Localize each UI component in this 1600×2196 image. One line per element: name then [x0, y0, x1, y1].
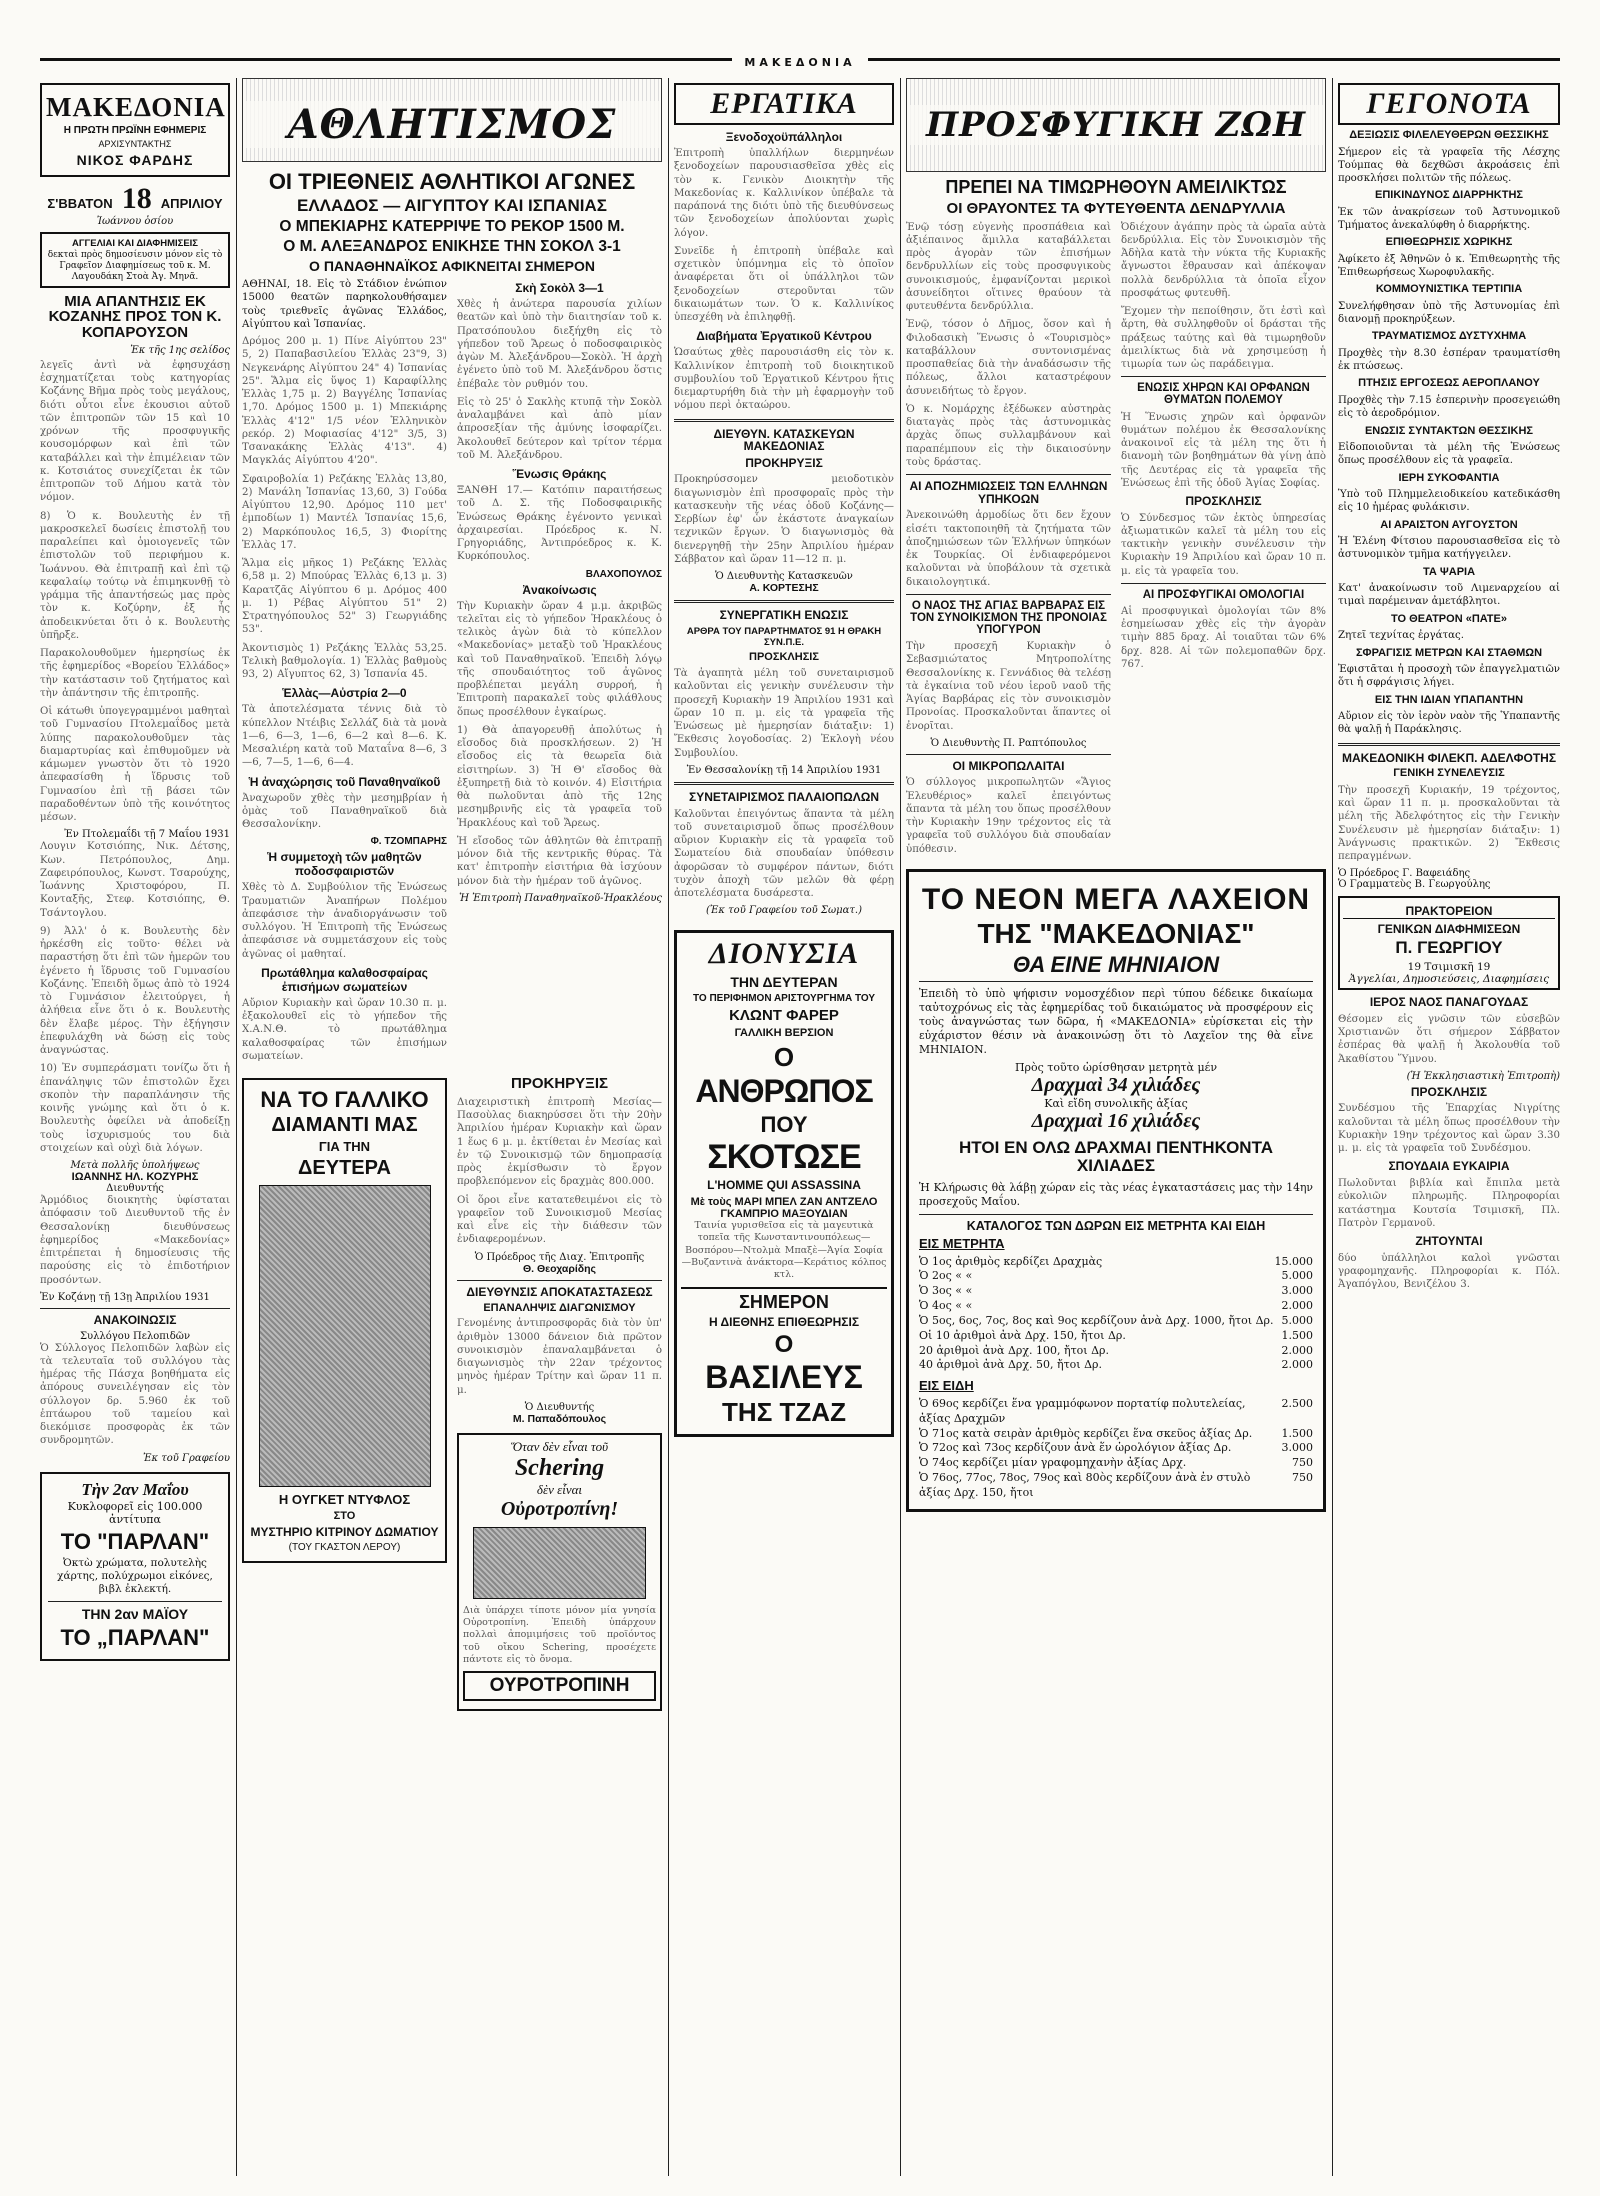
sports-sub-sokol: Σκὴ Σοκὸλ 3—1	[515, 281, 604, 296]
retailers-text: Ὁ σύλλογος μικροπωλητῶν «Ἅγιος Ἐλευθέριος» καλεῖ ἐπειγόντως ἅπαντα τὰ μέλη του ὅπως προσέλθουν τὴν Κυριακὴν 19ην τρέχοντος εἰς τὰ γραφεῖα τοῦ συλλόγου διὰ σπουδαίαν ὑπόθεσιν.	[906, 777, 1111, 855]
dionysia-version: ΓΑΛΛΙΚΗ ΒΕΡΣΙΟΝ	[734, 1027, 834, 1040]
article-text: 9) Ἀλλ' ὁ κ. Βουλευτὴς δὲν ἠρκέσθη εἰς τοῦτο· θέλει νὰ παραστήσῃ ὅτι ἐπὶ τῶν ἡμερῶν του ἐγένετο ἡ ἵδρυσις τοῦ Γυμνασίου Κοζάνης. Ἐπειδὴ ὅμως ἀπὸ τὸ 1924 τὸ Γυμνάσιον ἐλειτούργει, ἡ ἀλήθεια εἶνε ὅτι ὁ κ. Βουλευτὴς δὲν ἔλαβε μέρος. Τὴν ἐξήγησιν ἐπεφυλάχθη νὰ δώσῃ εἰς τοὺς ἀναγνώστας.	[40, 925, 230, 1057]
gallico-footer-3: ΜΥΣΤΗΡΙΟ ΚΙΤΡΙΝΟΥ ΔΩΜΑΤΙΟΥ	[250, 1525, 439, 1540]
opportunity-text: Πωλοῦνται βιβλία καὶ ἔπιπλα μετὰ εὐκολιῶν πληρωμῆς. Πληροφορίαι κατάστημα Κουτσία Τσιμισκῆ, Πλ. Πατρὸν Γερμανοῦ.	[1338, 1178, 1560, 1229]
prize-value: 750	[1292, 1471, 1313, 1485]
refugee-headline-2: ΟΙ ΘΡΑΥΟΝΤΕΣ ΤΑ ΦΥΤΕΥΘΕΝΤΑ ΔΕΝΔΡΥΛΛΙΑ	[946, 199, 1286, 217]
lottery-goods: Δραχμαὶ 16 χιλιάδες	[1031, 1110, 1201, 1132]
article-text: λεγεῖς ἀντὶ νὰ ἐφησυχάσῃ ἐσχηματίζεται τοὺς κατηγορίας Κοζάνης Βῆμα πρὸς τοὺς μεγάλους, διότι οὗτοι εἶνε ἐκουσιοι αὐτοῦ τῶν ἐπιτροπῶν τῶν 15 καὶ 10 χρόνων τῆς προσφυγικῆς κουσομόρφων καὶ ἐπὶ τῶν καταβάλλει καὶ τὴν ἐπιμέλειαν τῶν κ. Κοτσιάτος συνεχίζεται ἐκ τῶν ἐπιτροπῶν τοῦ Δήμου κατὰ τὸν νόμον.	[40, 359, 230, 504]
antique-dealers-signature: (Ἐκ τοῦ Γραφείου τοῦ Σωματ.)	[705, 905, 862, 917]
results-text: Αὔριον Κυριακὴν καὶ ὥραν 10.30 π. μ. ἐξακολουθεῖ εἰς τὸ γήπεδον τῆς Χ.Α.Ν.Θ. τὸ πρωτάθλημα καλαθοσφαίρας τῶν ἐπισήμων σωματείων.	[242, 997, 447, 1062]
dionysia-line-2: ΤΟ ΠΕΡΙΦΗΜΟΝ ΑΡΙΣΤΟΥΡΓΗΜΑ ΤΟΥ	[692, 992, 876, 1004]
lottery-price-intro: Πρὸς τοῦτο ὡρίσθησαν μετρητὰ μέν	[1014, 1061, 1218, 1074]
construction-title: ΔΙΕΥΘΥΝ. ΚΑΤΑΣΚΕΥΩΝ ΜΑΚΕΔΟΝΙΑΣ	[713, 426, 855, 454]
parlan-name: ΤΟ "ΠΑΡΛΑΝ"	[60, 1528, 210, 1554]
match-text: Τὴν Κυριακὴν ὥραν 4 μ.μ. ἀκριβῶς τελεῖται εἰς τὸ γήπεδον Ἡρακλέους ὁ τελικὸς ἀγὼν διὰ τὸ κύπελλον «Μακεδονίας» μεταξὺ τοῦ Ἡρακλέους καὶ τοῦ Παναθηναϊκοῦ. Ἐπειδὴ λόγῳ τῆς σπουδαιότητος τοῦ ἀγῶνος προβλέπεται μεγάλη συρροή, ἡ Ἐπιτροπὴ παρακαλεῖ τοὺς φιλάθλους ὅπως προσέλθουν ἐγκαίρως.	[457, 600, 662, 718]
refugee-text: Ὁ κ. Νομάρχης ἐξέδωκεν αὐστηρὰς διαταγὰς πρὸς τὰς ἀστυνομικὰς ἀρχὰς ὅπως συλλαμβάνουν καὶ παραπέμπουν εἰς τὴν δικαιοσύνην τοὺς δράστας.	[906, 403, 1111, 468]
brotherhood-title: ΜΑΚΕΔΟΝΙΚΗ ΦΙΛΕΚΠ. ΑΔΕΛΦΟΤΗΣ	[1341, 750, 1557, 765]
labour-text: Ὡσαύτως χθὲς παρουσιάσθη εἰς τὸν κ. Καλλινίκον ἐπιτροπὴ τοῦ διοικητικοῦ συμβουλίου τοῦ Ἐργατικοῦ Κέντρου ἥτις διεμαρτυρήθη διὰ τὴν μὴ ἐφαρμογὴν τοῦ νόμου περὶ ὀκταώρου.	[674, 347, 894, 412]
divider	[674, 600, 894, 603]
column-rule	[1332, 78, 1333, 2176]
cooperative-title: ΣΥΝΕΡΓΑΤΙΚΗ ΕΝΩΣΙΣ	[719, 608, 849, 623]
prize-label: Οἱ 10 ἀριθμοὶ ἀνὰ Δρχ. 150, ἤτοι Δρ.	[919, 1328, 1126, 1342]
prize-row	[919, 1427, 1313, 1442]
prize-row	[919, 1284, 1313, 1299]
news-item-title: ΣΦΡΑΓΙΣΙΣ ΜΕΤΡΩΝ ΚΑΙ ΣΤΑΘΜΩΝ	[1355, 646, 1543, 659]
film-title-1: Ο	[773, 1041, 795, 1072]
labour-text: Συνεῖδε ἡ ἐπιτροπὴ ὑπέβαλε καὶ σχετικὸν ὑπόμνημα εἰς τὸ ὁποῖον ἀναφέρεται ὅτι οἱ ὑπάλληλοι τῶν ξενοδοχείων στεροῦνται τῶν δικαιωμάτων των. Ὁ κ. Καλλινίκος ὑπεσχέθη νὰ ἐπιληφθῇ.	[674, 245, 894, 323]
refugee-text: Ἐνῷ, τόσον ὁ Δῆμος, ὅσον καὶ ἡ Φιλοδασικὴ Ἕνωσις ὁ «Τουρισμὸς» καταβάλλουν συντονισμένας προσπαθείας διὰ τὴν ἀναδάσωσιν τῆς πόλεως, ἄλλοι καταστρέφουν ἀσυνειδήτως τὸ ἔργον.	[906, 319, 1111, 397]
news-item-text: Προχθὲς τὴν 8.30 ἑσπέραν τραυματίσθη ἐκ πτώσεως.	[1338, 347, 1564, 373]
refugee-col-b	[1121, 221, 1326, 861]
news-item-title: ΕΠΙΘΕΩΡΗΣΙΣ ΧΩΡΙΚΗΣ	[1385, 236, 1513, 249]
news-item-title: ΤΡΑΥΜΑΤΙΣΜΟΣ ΔΥΣΤΥΧΗΜΑ	[1371, 330, 1527, 343]
news-item-title: ΕΙΣ ΤΗΝ ΙΔΙΑΝ ΥΠΑΠΑΝΤΗΝ	[1374, 693, 1524, 706]
antique-dealers-title: ΣΥΝΕΤΑΙΡΙΣΜΟΣ ΠΑΛΑΙΟΠΩΛΩΝ	[689, 789, 879, 804]
sports-lower	[242, 1072, 662, 1717]
news-item-text: Εἰδοποιοῦνται τὰ μέλη τῆς Ἑνώσεως ὅπως προσέλθουν εἰς τὰ γραφεῖα.	[1338, 442, 1564, 467]
masthead-tagline: Η ΠΡΩΤΗ ΠΡΩΪΝΗ ΕΦΗΜΕΡΙΣ	[63, 125, 207, 137]
divider	[457, 1280, 662, 1281]
brotherhood-signature-2: Ὁ Γραμματεὺς Β. Γεωργούλης	[1338, 879, 1491, 891]
divider	[674, 419, 894, 422]
dionysia-director: ΚΛΩΝΤ ΦΑΡΕΡ	[729, 1007, 839, 1025]
brotherhood-text: Τὴν προσεχῆ Κυριακήν, 19 τρέχοντος, καὶ ὥραν 11 π. μ. προσκαλοῦνται τὰ μέλη τῆς Ἀδελφότητος εἰς τὴν Γενικὴν Συνέλευσιν μὲ ἡμερησίαν διάταξιν: 1) Ἀνάγνωσις πρακτικῶν. 2) Ἔκθεσις πεπραγμένων.	[1338, 784, 1560, 862]
ads-note: δεκταὶ πρὸς δημοσίευσιν μόνον εἰς τὸ Γραφεῖον Διαφημίσεως τοῦ κ. Μ. Λαγουδάκη Στοὰ Ἀγ. Μηνᾶ.	[47, 250, 223, 282]
lottery-total: ΗΤΟΙ ΕΝ ΟΛΩ ΔΡΑΧΜΑΙ ΠΕΝΤΗΚΟΝΤΑ ΧΙΛΙΑΔΕΣ	[959, 1138, 1273, 1175]
church-signature: Ὁ Διευθυντὴς Π. Ραπτόπουλος	[930, 737, 1087, 749]
dionysia-today: ΣΗΜΕΡΟΝ	[681, 1287, 887, 1312]
prize-value: 2.000	[1281, 1343, 1313, 1357]
proclamation-text: Γενομένης ἀντιπροσφορᾶς διὰ τὸν ὑπ' ἀριθμὸν 13000 δάνειον διὰ πρῶτον συνοικισμὸν ἐπαναλαμβάνεται ὁ διαγωνισμὸς τὴν 22αν τρέχοντος μηνὸς ἡμέραν Τρίτην καὶ ὥραν 11 π. μ.	[457, 1318, 662, 1396]
lottery-goods-title: ΕΙΣ ΕΙΔΗ	[919, 1378, 974, 1394]
prize-row	[919, 1441, 1313, 1456]
prize-value: 1.500	[1281, 1426, 1313, 1440]
agency-ad	[1338, 896, 1560, 990]
divider	[40, 1308, 230, 1309]
opportunity-title: ΣΠΟΥΔΑΙΑ ΕΥΚΑΙΡΙΑ	[1388, 1159, 1510, 1174]
divider	[1121, 376, 1326, 377]
construction-subtitle: ΠΡΟΚΗΡΥΞΙΣ	[745, 455, 823, 470]
invitation-title: ΠΡΟΣΚΛΗΣΙΣ	[1185, 494, 1262, 509]
match-text: Εἰς τὸ 25' ὁ Σακλὴς κτυπᾷ τὴν Σοκὸλ ἀναλαμβάνει καὶ ἀπὸ μίαν ἀπροσεξίαν τῆς ἀμύνης ἰσοφαρίζει. Ἀκολουθεῖ δεύτερον καὶ τρίτον τέρμα τοῦ Μ. Ἀλεξάνδρου.	[457, 396, 662, 461]
prize-value: 3.000	[1281, 1441, 1313, 1455]
agency-address: 19 Τσιμισκῆ 19	[1407, 961, 1491, 974]
gallico-footer-4: (ΤΟΥ ΓΚΑΣΤΟΝ ΛΕΡΟΥ)	[288, 1541, 401, 1553]
divider	[906, 594, 1111, 595]
film-title-french: L'HOMME QUI ASSASSINA	[707, 1178, 861, 1193]
gallico-ad	[242, 1078, 447, 1563]
prize-row	[919, 1471, 1313, 1501]
refugee-banner-title: ΠΡΟΣΦΥΓΙΚΗ ΖΩΗ	[907, 105, 1325, 145]
match-text: ΞΑΝΘΗ 17.— Κατόπιν παραιτήσεως τοῦ Δ. Σ. τῆς Ποδοσφαιρικῆς Ἑνώσεως Θράκης ἐγένοντο γενικαὶ ἀρχαιρεσίαι. Πρόεδρος κ. Ν. Γρηγοριάδης, Ἀντιπρόεδρος κ. Κ. Κυρκόπουλος.	[457, 485, 662, 563]
lottery-ad	[906, 869, 1326, 1512]
construction-signature-name: Α. ΚΟΡΤΕΣΗΣ	[749, 582, 819, 595]
agency-title: ΠΡΑΚΤΟΡΕΙΟΝ	[1343, 905, 1555, 919]
sports-signature-1: ΒΛΑΧΟΠΟΥΛΟΣ	[585, 568, 662, 580]
prize-row	[919, 1299, 1313, 1314]
news-item-text: Σήμερον εἰς τὰ γραφεῖα τῆς Λέσχης Τούμπας θὰ δεχθῶσι ἀκροάσεις ἐπὶ προσκλήσει πολιτῶν τῆς πόλεως.	[1338, 146, 1564, 185]
labour-banner-title: ΕΡΓΑΤΙΚΑ	[710, 87, 858, 120]
compensation-text: Ἀνεκοινώθη ἁρμοδίως ὅτι δεν ἔχουν εἰσέτι τακτοποιηθῆ τὰ ζητήματα τῶν ἀποζημιώσεων τῶν Ἑλλήνων ὑπηκόων ἐκ Τουρκίας. Οἱ ἐνδιαφερόμενοι καλοῦνται νὰ ὑποβάλουν τὰ σχετικὰ δικαιολογητικά.	[906, 510, 1111, 588]
dionysia-revue: Η ΔΙΕΘΝΗΣ ΕΠΙΘΕΩΡΗΣΙΣ	[708, 1314, 860, 1329]
masthead-editor: ΝΙΚΟΣ ΦΑΡΔΗΣ	[76, 152, 194, 169]
proclamation-2-signature-name: Μ. Παπαδόπουλος	[512, 1412, 607, 1425]
sports-signature-3: Ἡ Ἐπιτροπὴ Παναθηναϊκοῦ-Ἡρακλέους	[459, 892, 662, 904]
labour-banner	[674, 83, 894, 125]
news-banner-title: ΓΕΓΟΝΟΤΑ	[1366, 87, 1532, 120]
prize-row	[919, 1358, 1313, 1373]
divider	[1338, 743, 1560, 746]
prize-row	[919, 1329, 1313, 1344]
prize-value: 5.000	[1281, 1269, 1313, 1283]
results-text: Ἀκοντισμὸς 1) Ρεζάκης Ἑλλὰς 53,25. Τελικὴ βαθμολογία. 1) Ἑλλὰς βαθμοὺς 93, 2) Αἴγυπτος 62, 3) Ἰσπανία 45.	[242, 642, 447, 681]
column-rule	[900, 78, 901, 2176]
gallico-footer-1: Η ΟΥΓΚΕΤ ΝΤΥΦΛΟΣ	[278, 1491, 411, 1507]
divider	[906, 754, 1111, 755]
dionysia-king-1: Ο	[774, 1331, 794, 1359]
labour-text: Ἐπιτροπὴ ὑπαλλήλων διερμηνέων ξενοδοχείων παρουσιασθεῖσα χθὲς εἰς τὸν κ. Γενικὸν Διοικητὴν τῆς Μακεδονίας κ. Καλλινίκον ὑπέβαλε τὰ παράπονά της διότι ὑπὸ τῆς διευθύνσεως τῶν ξενοδοχείων ἀπολύονται χωρὶς λόγον.	[674, 148, 894, 239]
parlan-footer-date: ΤΗΝ 2αν ΜΑΪΟΥ	[81, 1606, 189, 1623]
sports-banner	[242, 78, 662, 162]
sports-headline-2: ΕΛΛΑΔΟΣ — ΑΙΓΥΠΤΟΥ ΚΑΙ ΙΣΠΑΝΙΑΣ	[297, 196, 607, 216]
widows-text: Ἡ Ἕνωσις χηρῶν καὶ ὀρφανῶν θυμάτων πολέμου ἐκ Θεσσαλονίκης ἀνακοινοῖ εἰς τὰ μέλη της ὅτι ἡ διανομὴ τῶν βοηθημάτων θὰ γίνῃ ἀπὸ τῆς Δευτέρας εἰς τὰ γραφεῖα τῆς Ἑνώσεως ἐπὶ τῆς ὁδοῦ Ἁγίας Σοφίας.	[1121, 411, 1326, 489]
refugee-section	[906, 78, 1326, 2180]
retailers-title: ΟΙ ΜΙΚΡΟΠΩΛΑΙΤΑΙ	[952, 758, 1065, 773]
column-rule	[668, 78, 669, 2176]
lottery-cash-list	[919, 1255, 1313, 1374]
news-item-title: ΕΝΩΣΙΣ ΣΥΝΤΑΚΤΩΝ ΘΕΣΣΙΚΗΣ	[1364, 424, 1534, 437]
invitation-2-title: ΠΡΟΣΚΛΗΣΙΣ	[1410, 1084, 1488, 1099]
masthead	[40, 83, 230, 177]
refugee-text: Ἐνῷ τόσῃ εὐγενὴς προσπάθεια καὶ ἀξιέπαινος ἅμιλλα καταβάλλεται πρὸς ἀγορὰν τῶν ἐπισήμων δενδρυλλίων εἰς τοὺς προσφυγικοὺς συνοικισμούς, ἐμφανίζονται μερικοὶ ἀσυνείδητοι οἵτινες θραύουν τὰ φυτευθέντα δενδρύλλια.	[906, 221, 1111, 313]
prize-value: 2.000	[1281, 1358, 1313, 1372]
match-text: Χθὲς ἡ ἀνώτερα παρουσία χιλίων θεατῶν καὶ ὑπὸ τὴν διαιτησίαν τοῦ κ. Πρατσόπουλου διεξήχθη εἰς τὸ γήπεδον τοῦ Ἄρεως ὁ ποδοσφαιρικὸς ἀγὼν Μ. Ἀλεξάνδρου—Σοκὸλ. Ἡ ἀρχὴ ἐγένετο ὑπὸ τοῦ Μ. Ἀλεξάνδρου ὅστις ἐπέβαλε τὸν ρυθμόν του.	[457, 299, 662, 390]
church-panagouda-signature: (Ἡ Ἐκκλησιαστικὴ Ἐπιτροπὴ)	[1406, 1070, 1560, 1082]
gallico-line-3: ΓΙΑ ΤΗΝ	[318, 1139, 371, 1155]
lottery-draw: Ἡ Κλήρωσις θὰ λάβῃ χώραν εἰς τὰς νέας ἐγκαταστάσεις μας τὴν 14ην προσεχοῦς Μαΐου.	[919, 1180, 1317, 1208]
news-column	[1338, 78, 1564, 2180]
news-item-title: ΤΟ ΘΕΑΤΡΟΝ «ΠΑΤΕ»	[1391, 612, 1507, 625]
results-text: Χθὲς τὸ Δ. Συμβούλιον τῆς Ἑνώσεως Τραυματιῶν Ἀναπήρων Πολέμου ἀπεφάσισε τὴν ἀναδιοργάνωσιν τοῦ συλλόγου. Ἡ Ἐπιτροπὴ τῆς Ἑνώσεως ἀπεφάσισε νὰ συμμετάσχουν εἰς τοὺς ἀγῶνας οἱ μαθηταί.	[242, 882, 447, 960]
news-item-text: Προχθὲς τὴν 7.15 ἑσπερινὴν προσεγειώθη εἰς τὸ ἀεροδρόμιον.	[1338, 395, 1564, 420]
invitation-2-text: Συνδέσμου τῆς Ἐπαρχίας Νιγρίτης καλοῦνται τὰ μέλη ὅπως προσέλθουν τὴν Κυριακὴν 19ην τρέχοντος καὶ ὥραν 3.30 μ. μ. εἰς τὰ γραφεῖα τοῦ Συνδέσμου.	[1338, 1103, 1560, 1155]
news-item-title: ΚΟΜΜΟΥΝΙΣΤΙΚΑ ΤΕΡΤΙΠΙΑ	[1375, 283, 1523, 296]
gallico-footer-2: ΣΤΟ	[333, 1509, 356, 1522]
gallico-line-1: ΝΑ ΤΟ ΓΑΛΛΙΚΟ	[260, 1087, 429, 1113]
lottery-cash-title: ΕΙΣ ΜΕΤΡΗΤΑ	[919, 1235, 1005, 1251]
parlan-ad	[40, 1472, 230, 1661]
col1-continued: Ἐκ τῆς 1ης σελίδος	[130, 344, 230, 356]
news-item-title: ΑΙ ΑΡΑΙΣΤΟΝ ΑΥΓΟΥΣΤΟΝ	[1380, 518, 1518, 531]
lottery-monthly: ΘΑ ΕΙΝΕ ΜΗΝΙΑΙΟΝ	[1012, 951, 1220, 977]
sports-lead: ΑΘΗΝΑΙ, 18. Εἰς τὸ Στάδιον ἐνώπιον 15000 θεατῶν παρηκολουθήσαμεν τοὺς τριεθνεῖς ἀγῶνας Ἑλλάδος, Αἰγύπτου καὶ Ἰσπανίας.	[242, 279, 451, 330]
lottery-cash: Δραχμαὶ 34 χιλιάδες	[1031, 1074, 1201, 1096]
sports-sub-austria: Ἑλλὰς—Αὐστρία 2—0	[282, 686, 407, 701]
news-item-text: Κατ' ἀνακοίνωσιν τοῦ Λιμεναρχείου αἱ τιμαὶ παρέμειναν ἀμετάβλητοι.	[1338, 583, 1564, 608]
col1-signature: ΙΩΑΝΝΗΣ ΗΛ. ΚΟΖΥΡΗΣ	[71, 1171, 199, 1184]
notice-title: ΑΝΑΚΟΙΝΩΣΙΣ	[93, 1312, 177, 1327]
prize-label: Ὁ 1ος ἀριθμὸς κερδίζει Δραχμὰς	[919, 1254, 1103, 1268]
prize-label: Ὁ 74ος κερδίζει μίαν γραφομηχανὴν ἀξίας Δρχ.	[919, 1456, 1187, 1470]
column-1	[40, 78, 230, 2180]
schering-illustration-image	[473, 1527, 646, 1599]
prize-row	[919, 1269, 1313, 1284]
cooperative-subtitle: ΑΡΘΡΑ ΤΟΥ ΠΑΡΑΡΤΗΜΑΤΟΣ 91 Η ΘΡΑΚΗ ΣΥΝ.Π.Ε.	[686, 625, 882, 648]
sports-sub-students: Ἡ συμμετοχὴ τῶν μαθητῶν ποδοσφαιριστῶν	[267, 850, 422, 879]
labour-sub-hotel: Ξενοδοχοϋπάλληλοι	[725, 130, 843, 144]
notice-subtitle: Συλλόγου Πελοπιδῶν	[79, 1330, 191, 1342]
proclamation-2-signature: Ὁ Διευθυντής	[524, 1401, 595, 1413]
proclamation-2-title: ΔΙΕΥΘΥΝΣΙΣ ΑΠΟΚΑΤΑΣΤΑΣΕΩΣ	[466, 1284, 653, 1299]
film-description: Ταινία γυρισθεῖσα εἰς τὰ μαγευτικὰ τοπεῖα τῆς Κωνσταντινουπόλεως—Βοσπόρου—Ντολμὰ Μπαξὲ—Ἁγία Σοφία—Βυζαντινὰ ἀνάκτορα—Κεράτιος κόλπος κτλ.	[681, 1220, 887, 1281]
article-text: Παρακολουθοῦμεν ἡμερησίως ἐκ τῆς ἐφημερίδος «Βορείου Ἑλλάδος» τὴν κατάστασιν τοῦ ζητήματος καὶ τὴν ἀπάντησιν τῆς ἐπιτροπῆς.	[40, 648, 230, 699]
dionysia-name: ΔΙΟΝΥΣΙΑ	[708, 937, 860, 971]
lottery-catalog: ΚΑΤΑΛΟΓΟΣ ΤΩΝ ΔΩΡΩΝ ΕΙΣ ΜΕΤΡΗΤΑ ΚΑΙ ΕΙΔΗ	[966, 1218, 1266, 1233]
cooperative-date: Ἐν Θεσσαλονίκῃ τῇ 14 Ἀπριλίου 1931	[686, 764, 882, 776]
results-text: Τὰ ἀποτελέσματα τέννις διὰ τὸ κύπελλον Ντέιβις Σελλάζ διὰ τὰ μονὰ 1—6, 6—3, 1—6, 6—2 καὶ 8—6. Κ. Μεσαλιέρη κατὰ τοῦ Ματαΐνα 8—6, 3—6, 7—5, 1—6, 6—4.	[242, 704, 447, 769]
notice-text: Ὁ Σύλλογος Πελοπιδῶν λαβὼν εἰς τὰ τελευταῖα τοῦ συλλόγου τὰς ἡμέρας τῆς Πάσχα βοηθήματα εἰς ἀπόρους συνειλέγησαν εἰς τὸν σύλλογον δρ. 5.960 ἐκ τοῦ ἐπτάωρου τοῦ ταμείου καὶ διεκόμισε προσφορὰς ἐκ τῶν συνδρομητῶν.	[40, 1342, 230, 1447]
sports-banner-title: ΑΘΛΗΤΙΣΜΟΣ	[243, 101, 661, 148]
article-text: 8) Ὁ κ. Βουλευτὴς ἐν τῇ μακροσκελεῖ δωσίεις ἐπιστολῇ του παραλείπει καὶ ὁμοιογενεῖς τῶν ἐπιστολῶν τοῦ περιφήμου κ. Ἰωάννου. Θὰ ἐπιτραπῇ καὶ ἐπὶ τῷ κεφαλαίῳ τούτῳ νὰ ἐπιμηκυνθῇ τὸ γράμμα τῆς ἀπαντήσεώς μας πρὸς τὸν κ. Κοζύρην, ἐξ ἧς ἀποδεικνύεται ὅτι ὁ κ. Βουλευτὴς ὑπῆρξε.	[40, 510, 230, 641]
article-text: Ἀρμόδιος διοικητὴς ὑφίσταται ἀπόφασιν τοῦ Διευθυντοῦ τῆς ἐν Θεσσαλονίκῃ διευθύνσεως ἐφημερίδος «Μακεδονίας» ἐπιτρέπεται ἡ δημοσίευσις τῆς παρούσης εἰς τὸ ἐπιδοτήριον προσόντων.	[40, 1195, 230, 1286]
news-item-text: Ἀφίκετο ἐξ Ἀθηνῶν ὁ κ. Ἐπιθεωρητὴς τῆς Ἐπιθεωρήσεως Χωροφυλακῆς.	[1338, 253, 1564, 279]
gallico-portrait-image	[259, 1185, 431, 1487]
news-item-text: Ἐκ τῶν ἀνακρίσεων τοῦ Ἀστυνομικοῦ Τμήματος ἀνεκαλύφθη ὁ διαρρήκτης.	[1338, 206, 1564, 232]
cooperative-invitation: ΠΡΟΣΚΛΗΣΙΣ	[749, 650, 819, 663]
date-month: ΑΠΡΙΛΙΟΥ	[160, 196, 223, 212]
prize-value: 750	[1292, 1456, 1313, 1470]
news-item-text: Ἡ Ἑλένη Φίτσιου παρουσιασθεῖσα εἰς τὸ ἀστυνομικὸν τμῆμα κατήγγειλεν.	[1338, 536, 1564, 561]
sports-subhead-record: Ο ΜΠΕΚΙΑΡΗΣ ΚΑΤΕΡΡΙΨΕ ΤΟ ΡΕΚΟΡ 1500 Μ.	[279, 217, 625, 235]
news-item-title: ΔΕΞΙΩΣΙΣ ΦΙΛΕΛΕΥΘΕΡΩΝ ΘΕΣΣΙΚΗΣ	[1349, 129, 1549, 141]
gallico-line-2: ΔΙΑΜΑΝΤΙ ΜΑΣ	[271, 1114, 418, 1137]
divider	[919, 1214, 1313, 1215]
ads-label: ΑΓΓΕΛΙΑΙ ΚΑΙ ΔΙΑΦΗΜΙΣΕΙΣ	[71, 238, 199, 250]
compensation-title: ΑΙ ΑΠΟΖΗΜΙΩΣΕΙΣ ΤΩΝ ΕΛΛΗΝΩΝ ΥΠΗΚΟΩΝ	[909, 479, 1108, 506]
col1-signature-role: Διευθυντής	[106, 1183, 164, 1195]
gallico-column	[242, 1072, 447, 1717]
col1-date-line-2: Ἐν Κοζάνῃ τῇ 13ῃ Ἀπριλίου 1931	[40, 1291, 210, 1303]
brotherhood-signature: Ὁ Πρόεδρος Γ. Βαφειάδης	[1338, 868, 1471, 880]
schering-ad	[457, 1433, 662, 1712]
prize-label: Ὁ 4ος « «	[919, 1299, 973, 1313]
news-item-text: Ἐφιστᾶται ἡ προσοχὴ τῶν ἐπαγγελματιῶν ὅτι ἡ σφράγισις λήγει.	[1338, 664, 1564, 689]
construction-text: Προκηρύσσομεν μειοδοτικὸν διαγωνισμὸν ἐπὶ προσφοραῖς πρὸς τὴν κατασκευὴν τῆς νέας ὁδοῦ Κοζάνης—Σερβίων ἐφ' ὧν ἐκάστοτε ἀναγκαίων τεχνικῶν ἔργων. Ὁ διαγωνισμὸς θὰ διενεργηθῇ τὴν 25ην Ἀπριλίου ἡμέραν Σάββατον καὶ ὥραν 11—12 π. μ.	[674, 474, 894, 565]
prize-row	[919, 1314, 1313, 1329]
refugee-text: Ἔχομεν τὴν πεποίθησιν, ὅτι ἐστὶ καὶ ἄρτη, θὰ συλληφθοῦν οἱ δράσται τῆς πράξεως ταύτης καὶ θὰ τιμωρηθοῦν ἀμειλίκτως διὰ νὰ χρησιμεύσῃ ἡ τιμωρία των ὡς παράδειγμα.	[1121, 306, 1326, 371]
proclamation-2-subtitle: ΕΠΑΝΑΛΗΨΙΣ ΔΙΑΓΩΝΙΣΜΟΥ	[483, 1302, 636, 1315]
schering-brand: Schering	[514, 1454, 605, 1481]
news-banner	[1338, 83, 1560, 125]
news-item-text: Συνελήφθησαν ὑπὸ τῆς Ἀστυνομίας ἐπὶ διανομῇ προκηρύξεων.	[1338, 300, 1564, 326]
lottery-paper: ΤΗΣ "ΜΑΚΕΔΟΝΙΑΣ"	[977, 918, 1255, 950]
parlan-date: Τὴν 2αν Μαΐου	[81, 1479, 189, 1499]
church-panagouda-text: Θέσομεν εἰς γνῶσιν τῶν εὐσεβῶν Χριστιανῶν ὅτι σήμερον Σάββατον ἐσπέρας θὰ ψαλῇ ἡ Ἀκολουθία τοῦ Ἀκαθίστου Ὕμνου.	[1338, 1013, 1560, 1065]
divider	[1121, 583, 1326, 584]
proclamation-text: Διαχειριστικὴ ἐπιτροπὴ Μεσίας—Πασοὺλας διακηρύσσει ὅτι τὴν 20ὴν Ἀπριλίου ἡμέραν Κυριακὴν καὶ ὥραν 1 ἕως 6 μ. μ. ἐκτίθεται ἐν Μεσίας καὶ ἐν τῷ Συνοικισμῷ τῶν δημοπρασίᾳ πρὸς ἐκμίσθωσιν τὸ ἔργον προβλεπόμενον εἰς δραχμὰς 800.000.	[457, 1096, 662, 1188]
date-day: Σ'ΒΒΑΤΟΝ	[47, 196, 113, 212]
article-text: Οἱ κάτωθι ὑπογεγραμμένοι μαθηταὶ τοῦ Γυμνασίου Πτολεμαΐδος μετὰ λύπης παρακολουθοῦμεν τὰς διαμαρτυρίας καὶ ἐπιθυμοῦμεν νὰ κάμωμεν γνωστὸν ὅτι τὸ 1920 ἀπεφασίσθη ἡ ἵδρυσις τοῦ Γυμνασίου ἐπὶ τῇ βάσει τῶν παραδοθέντων ὑπὸ τῆς κοινότητος μέσων.	[40, 706, 230, 824]
masthead-editor-label: ΑΡΧΙΣΥΝΤΑΚΤΗΣ	[98, 139, 172, 150]
proclamation-text: Οἱ ὅροι εἶνε κατατεθειμένοι εἰς τὸ γραφεῖον τοῦ Συνοικισμοῦ Μεσίας καὶ εἶνε εἰς τὴν διάθεσιν τῶν ἐνδιαφερομένων.	[457, 1194, 662, 1246]
refugee-col-a	[906, 221, 1111, 861]
results-text: Ἅλμα εἰς μῆκος 1) Ρεζάκης Ἑλλὰς 6,58 μ. 2) Μπούρας Ἑλλὰς 6,13 μ. 3) Καρατζᾶς Αἰγύπτου 6 μ. Δρόμος 400 μ. 1) Ρέβας Αἰγύπτου 51" 2) Στρατηγόπουλος 52" 3) Γεωργιάδης 53".	[242, 558, 447, 636]
prize-value: 5.000	[1281, 1313, 1313, 1327]
prize-label: Ὁ 76ος, 77ος, 78ος, 79ος καὶ 80ὸς κερδίζουν ἀνὰ ἐν στυλὸ ἀξίας Δρχ. 150, ἤτοι	[919, 1471, 1251, 1499]
schering-line-2: δὲν εἶναι	[536, 1481, 583, 1497]
refugee-columns	[906, 221, 1326, 861]
gallico-line-4: ΔΕΥΤΕΡΑ	[298, 1156, 391, 1179]
cooperative-text: Τὰ ἀγαπητὰ μέλη τοῦ συνεταιρισμοῦ καλοῦνται εἰς γενικὴν συνέλευσιν τὴν προσεχῆ Κυριακὴν 19 Ἀπριλίου 1931 καὶ ὥραν 10 π. μ. εἰς τὰ γραφεῖα τῆς Ἑνώσεως μὲ ἡμερησίαν διάταξιν: 1) Ἔκθεσις λογοδοσίας. 2) Ἐκλογὴ νέου Συμβουλίου.	[674, 668, 894, 759]
divider	[919, 981, 1313, 982]
sports-col-b	[457, 278, 662, 1068]
divider	[48, 1601, 222, 1602]
church-text: Τὴν προσεχῆ Κυριακὴν ὁ Σεβασμιώτατος Μητροπολίτης Θεσσαλονίκης κ. Γεννάδιος θὰ τελέσῃ τὰ ἐγκαίνια τοῦ νέου ἱεροῦ ναοῦ τῆς Ἁγίας Βαρβάρας εἰς τὸν συνοικισμὸν Προνοίας. Προσκαλοῦνται ἅπαντες οἱ ἐνορῖται.	[906, 641, 1111, 732]
sports-section	[242, 78, 662, 2180]
film-cast: Μὲ τοὺς ΜΑΡΙ ΜΠΕΛ ΖΑΝ ΑΝΤΖΕΛΟ ΓΚΑΜΠΡΙΟ ΜΑΞΟΥΔΙΑΝ	[690, 1196, 878, 1221]
col1-date-line: Ἐν Πτολεμαΐδι τῇ 7 Μαΐου 1931	[64, 829, 230, 841]
prize-value: 2.000	[1281, 1299, 1313, 1313]
prize-label: 20 ἀριθμοὶ ἀνὰ Δρχ. 100, ἤτοι Δρ.	[919, 1343, 1110, 1357]
lottery-goods-list	[919, 1397, 1313, 1501]
film-title-2: ΑΝΘΡΩΠΟΣ	[695, 1073, 873, 1110]
col1-headline: ΜΙΑ ΑΠΑΝΤΗΣΙΣ ΕΚ ΚΟΖΑΝΗΣ ΠΡΟΣ ΤΟΝ Κ. ΚΟΠΑΡΟΥΣΟΝ	[48, 292, 222, 342]
article-text: 10) Ἐν συμπεράσματι τονίζω ὅτι ἡ ἐπανάληψις τῶν ἐπιστολῶν ἔχει σκοπὸν τὴν παραπλάνησιν τῆς κοινῆς γνώμης καὶ ὅτι ὁ κ. Βουλευτὴς ὀφείλει νὰ ἀποδείξῃ τοὺς ἰσχυρισμούς του διὰ στοιχείων καὶ οὐχὶ διὰ λόγων.	[40, 1063, 230, 1154]
ads-info-box	[40, 232, 230, 287]
prize-value: 3.000	[1281, 1284, 1313, 1298]
col1-greeting: Μετὰ πολλῆς ὑπολήψεως	[70, 1160, 200, 1172]
running-head: ΜΑΚΕΔΟΝΙΑ	[0, 56, 1600, 69]
antique-dealers-text: Καλοῦνται ἐπειγόντως ἅπαντα τὰ μέλη τοῦ συνεταιρισμοῦ ὅπως προσέλθουν αὔριον Κυριακὴν εἰς τὰ γραφεῖα τοῦ Σωματείου διὰ σπουδαίαν ὑπόθεσιν ἀφορῶσαν τὸ συμφέρον πάντων, διότι τυχὸν ἀποχὴ τῶν μελῶν θὰ φέρῃ ἀποτελέσματα δυσάρεστα.	[674, 808, 894, 900]
schering-text: Διὰ ὑπάρχει τίποτε μόνον μία γνησία Οὐροτροπίνη. Ἐπειδὴ ὑπάρχουν πολλαὶ ἀπομιμήσεις τοῦ προϊόντος τοῦ οἴκου Schering, προσέχετε πάντοτε εἰς τὸ ὄνομα.	[463, 1604, 656, 1666]
match-text: Ἡ εἴσοδος τῶν ἀθλητῶν θὰ ἐπιτραπῇ μόνον διὰ τῆς κεντρικῆς θύρας. Τὰ κατ' ἐπιτροπὴν εἰσιτήρια θὰ ἰσχύουν μόνον διὰ τὴν ἡμέραν τοῦ ἀγῶνος.	[457, 835, 662, 887]
proclamation-title: ΠΡΟΚΗΡΥΞΙΣ	[510, 1075, 608, 1093]
refugee-headline: ΠΡΕΠΕΙ ΝΑ ΤΙΜΩΡΗΘΟΥΝ ΑΜΕΙΛΙΚΤΩΣ	[945, 177, 1287, 197]
prize-value: 1.500	[1281, 1328, 1313, 1342]
church-panagouda-title: ΙΕΡΟΣ ΝΑΟΣ ΠΑΝΑΓΟΥΔΑΣ	[1369, 995, 1529, 1010]
results-text: Ἀναχωροῦν χθὲς τὴν μεσημβρίαν ἡ ὁμὰς τοῦ Παναθηναϊκοῦ διὰ Θεσσαλονίκην.	[242, 792, 447, 831]
labour-column	[674, 78, 894, 2180]
date-saint: Ἰωάννου ὁσίου	[96, 216, 174, 228]
prize-value: 15.000	[1274, 1254, 1313, 1268]
film-title-3: ΠΟΥ	[760, 1111, 808, 1137]
proclamation-signature-name: Θ. Θεοχαρίδης	[523, 1262, 596, 1275]
prize-row	[919, 1255, 1313, 1270]
schering-line-1: Ὅταν δὲν εἶναι τοῦ	[510, 1438, 609, 1454]
wanted-text: δύο ὑπάλληλοι καλοὶ γνῶσται γραφομηχανῆς. Πληροφορίαι κ. Πόλ. Ἀγαπόγλου, Βενιζέλου 3.	[1338, 1252, 1560, 1291]
prize-label: Ὁ 3ος « «	[919, 1284, 973, 1298]
prize-row	[919, 1344, 1313, 1359]
masthead-title: ΜΑΚΕΔΟΝΙΑ	[46, 92, 226, 122]
news-list	[1338, 129, 1564, 737]
dionysia-when: ΤΗΝ ΔΕΥΤΕΡΑΝ	[730, 974, 838, 991]
sports-sub-thrace: Ἕνωσις Θράκης	[512, 467, 607, 482]
prize-value: 2.500	[1281, 1396, 1313, 1410]
sports-signature-2: Φ. ΤΖΟΜΠΑΡΗΣ	[370, 836, 447, 848]
sports-subhead-match: Ο Μ. ΑΛΕΞΑΝΔΡΟΣ ΕΝΙΚΗΣΕ ΤΗΝ ΣΟΚΟΛ 3-1	[283, 238, 621, 256]
prize-label: Ὁ 5ος, 6ος, 7ος, 8ος καὶ 9ος κερδίζουν ἀνὰ Δρχ. 1000, ἤτοι Δρ.	[919, 1313, 1274, 1327]
news-item-text: Αὔριον εἰς τὸν ἱερὸν ναὸν τῆς Ὑπαπαντῆς θὰ ψαλῇ ἡ Παράκλησις.	[1338, 711, 1564, 736]
refugee-banner	[906, 78, 1326, 172]
construction-signature: Ὁ Διευθυντὴς Κατασκευῶν	[715, 571, 853, 583]
parlan-description: Ὀκτὼ χρώματα, πολυτελὴς χάρτης, πολύχρωμοι εἰκόνες, βιβλ ἐκλεκτή.	[57, 1556, 213, 1595]
prize-label: Ὁ 71ος κατὰ σειρὰν ἀριθμὸς κερδίζει ἕνα σκεῦος ἀξίας Δρ.	[919, 1426, 1253, 1440]
prize-row	[919, 1397, 1313, 1427]
prize-label: Ὁ 72ος καὶ 73ος κερδίζουν ἀνὰ ἕν ὡρολόγιον ἀξίας Δρ.	[919, 1441, 1232, 1455]
agency-services: Ἀγγελίαι, Δημοσιεύσεις, Διαφημίσεις	[1348, 973, 1550, 986]
news-item-text: Ζητεῖ τεχνίτας ἐργάτας.	[1338, 630, 1464, 642]
brotherhood-subtitle: ΓΕΝΙΚΗ ΣΥΝΕΛΕΥΣΙΣ	[1393, 767, 1505, 780]
proclamations-column	[457, 1072, 662, 1717]
agency-line-1: ΓΕΝΙΚΩΝ ΔΙΑΦΗΜΙΣΕΩΝ	[1377, 921, 1521, 936]
labour-sub-centre: Διαβήματα Ἐργατικοῦ Κέντρου	[696, 329, 872, 344]
agency-line-2: Π. ΓΕΩΡΓΙΟΥ	[1395, 938, 1503, 958]
results-text: Δρόμος 200 μ. 1) Πίνε Αἰγύπτου 23" 5, 2) Παπαβασιλείου Ἑλλὰς 23"9, 3) Νεγκενάρης Αἰγύπτου 24" 4) Ἰσπανίας 25". Ἅλμα εἰς ὕψος 1) Καραφίλλης Ἑλλὰς 1,75 μ. 2) Βαγγέλης Ἰσπανίας 1,70. Δρόμος 1500 μ. 1) Μπεκιάρης Ἑλλὰς 4'12" 1/5 νέον Ἑλληνικὸν ρεκόρ. 2) Μοφιασίας 4'12" 3/5, 3) Τσανακάκης Ἑλλὰς 4'13". 4) Μαγκλάς Αἰγύπτου 4'20".	[242, 336, 447, 467]
sports-subhead-arrival: Ο ΠΑΝΑΘΗΝΑΪΚΟΣ ΑΦΙΚΝΕΙΤΑΙ ΣΗΜΕΡΟΝ	[309, 258, 595, 275]
schering-product: Οὐροτροπίνη!	[500, 1497, 619, 1520]
dionysia-king-2: ΒΑΣΙΛΕΥΣ	[705, 1359, 863, 1396]
news-item-text: Ὑπὸ τοῦ Πλημμελειοδικείου κατεδικάσθη εἰς 10 ἡμέρας φυλάκισιν.	[1338, 489, 1564, 514]
sports-sub-announcement: Ἀνακοίνωσις	[522, 582, 597, 597]
church-title: Ο ΝΑΟΣ ΤΗΣ ΑΓΙΑΣ ΒΑΡΒΑΡΑΣ ΕΙΣ ΤΟΝ ΣΥΝΟΙΚΙΣΜΟΝ ΤΗΣ ΠΡΟΝΟΙΑΣ ΥΠΟΓΥΡΟΝ	[910, 599, 1107, 636]
sports-sub-departure: Ἡ ἀναχώρησις τοῦ Παναθηναϊκοῦ	[248, 774, 441, 789]
column-rule	[236, 78, 237, 2176]
news-item-title: ΠΤΗΣΙΣ ΕΡΓΟΣΕΩΣ ΑΕΡΟΠΛΑΝΟΥ	[1358, 377, 1540, 390]
notice-signature: Ἐκ τοῦ Γραφείου	[142, 1452, 230, 1464]
dionysia-king-3: ΤΗΣ ΤΖΑΖ	[722, 1397, 846, 1427]
sports-col-a	[242, 278, 451, 1068]
match-text: 1) Θὰ ἀπαγορευθῇ ἀπολύτως ἡ εἴσοδος διὰ προσκλήσεων. 2) Ἡ εἴσοδος εἰς τὰ θεωρεῖα διὰ εἰσιτηρίων. 3) Ἡ Θ' εἴσοδος θὰ ἐξυπηρετῇ διὰ τὸ κοινόν. 4) Εἰσιτήρια θὰ πωλοῦνται ἀπὸ τῆς 12ης μεσημβρινῆς εἰς τὰ γραφεῖα τοῦ Ἡρακλέους καὶ τοῦ Ἄρεως.	[457, 724, 662, 829]
prize-row	[919, 1456, 1313, 1471]
bonds-title: ΑΙ ΠΡΟΣΦΥΓΙΚΑΙ ΟΜΟΛΟΓΙΑΙ	[1142, 588, 1305, 601]
date-number: 18	[121, 182, 152, 216]
sports-columns	[242, 278, 662, 1068]
divider	[674, 782, 894, 785]
proclamation-signature: Ὁ Πρόεδρος τῆς Διαχ. Ἐπιτροπῆς	[474, 1251, 645, 1263]
prize-label: Ὁ 2ος « «	[919, 1269, 973, 1283]
results-text: Σφαιροβολία 1) Ρεζάκης Ἑλλὰς 13,80, 2) Μανάλη Ἰσπανίας 13,60, 3) Γούδα Αἰγύπτου 12,90. Δρόμος 110 μετ' ἐμποδίων 1) Μαντέλ Ἰσπανίας 15,6, 2) Μαρκόπουλος 16,5, 3) Φιορίτης Ἑλλὰς 17.	[242, 473, 447, 551]
news-item-title: ΙΕΡΗ ΣΥΚΟΦΑΝΤΙΑ	[1398, 471, 1500, 484]
bonds-text: Αἱ προσφυγικαὶ ὁμολογίαι τῶν 8% ἐσημείωσαν χθὲς εἰς τὴν ἀγορὰν τιμὴν 885 δραχ. Αἱ τοιαῦται τῶν 6% δρχ. 828. Αἱ τῶν πολεμοπαθῶν δρχ. 767.	[1121, 605, 1326, 670]
news-item-title: ΤΑ ΨΑΡΙΑ	[1422, 565, 1476, 578]
divider	[906, 474, 1111, 475]
film-title-4: ΣΚΟΤΩΣΕ	[707, 1137, 861, 1176]
sports-sub-basketball: Πρωτάθλημα καλαθοσφαίρας ἐπισήμων σωματείων	[261, 965, 428, 994]
wanted-title: ΖΗΤΟΥΝΤΑΙ	[1415, 1234, 1483, 1249]
refugee-text: Ὀδιέχουν ἀγάπην πρὸς τὰ ὡραῖα αὐτὰ δενδρύλλια. Εἰς τὸν Συνοικισμὸν τῆς Ἀδὴλα κατὰ τὴν νύκτα τῆς Κυριακῆς ἄγνωστοι ἔθραυσαν καὶ ἀπέκοψαν πολλὰ δενδρύλλια τὰ ὁποῖα εἶχον προσφάτως φυτευθῆ.	[1121, 221, 1326, 299]
parlan-circulation: Κυκλοφορεῖ εἰς 100.000 ἀντίτυπα	[67, 1499, 203, 1526]
article-text: Λουγιν Κοτσιόπης, Νικ. Δέτσης, Κων. Πετρόπουλος, Δημ. Ζαφειρόπουλος, Κωνστ. Τσαρούχης, Ἰωάννης Χριστοφόρου, Π. Κονταξῆς, Στεφ. Κοτσιόπης, Θ. Τσάντογλου.	[40, 841, 230, 919]
parlan-footer-name: ΤΟ „ΠΑΡΛΑΝ"	[60, 1624, 210, 1650]
lottery-and: Καὶ εἴδη συνολικῆς ἀξίας	[1044, 1097, 1188, 1110]
date-block	[40, 182, 230, 227]
news-item-title: ΕΠΙΚΙΝΔΥΝΟΣ ΔΙΑΡΡΗΚΤΗΣ	[1374, 189, 1523, 202]
dionysia-cinema-ad	[674, 930, 894, 1437]
schering-footer: ΟΥΡΟΤΡΟΠΙΝΗ	[463, 1671, 656, 1701]
lottery-headline: ΤΟ ΝΕΟΝ ΜΕΓΑ ΛΑΧΕΙΟΝ	[921, 882, 1311, 916]
prize-label: 40 ἀριθμοὶ ἀνὰ Δρχ. 50, ἤτοι Δρ.	[919, 1358, 1103, 1372]
widows-title: ΕΝΩΣΙΣ ΧΗΡΩΝ ΚΑΙ ΟΡΦΑΝΩΝ ΘΥΜΑΤΩΝ ΠΟΛΕΜΟΥ	[1137, 382, 1310, 407]
prize-label: Ὁ 69ος κερδίζει ἕνα γραμμόφωνον πορτατίφ πολυτελείας, ἀξίας Δραχμῶν	[919, 1396, 1246, 1425]
sports-headline: ΟΙ ΤΡΙΕΘΝΕΙΣ ΑΘΛΗΤΙΚΟΙ ΑΓΩΝΕΣ	[268, 169, 636, 194]
invitation-text: Ὁ Σύνδεσμος τῶν ἐκτὸς ὑπηρεσίας ἀξιωματικῶν καλεῖ τὰ μέλη του εἰς τακτικὴν γενικὴν συνέλευσιν τὴν Κυριακὴν 19 Ἀπριλίου καὶ ὥραν 10 π. μ. εἰς τὰ γραφεῖα του.	[1121, 512, 1326, 577]
lottery-intro: Ἐπειδὴ τὸ ὑπὸ ψήφισιν νομοσχέδιον περὶ τύπου δέδεικε δικαίωμα ταὐτοχρόνως εἰς τὰς ἐφημερίδας τοῦ δικαιώματος νὰ προσφέρουν εἰς τοὺς ἀναγνώστας των δῶρα, ἡ «ΜΑΚΕΔΟΝΙΑ» εὑρίσκεται εἰς τὴν εὐχάριστον θέσιν νὰ ἀνακοινώσῃ ὅτι τὸ Λαχεῖον της θὰ εἶνε ΜΗΝΙΑΙΟΝ.	[919, 986, 1317, 1056]
